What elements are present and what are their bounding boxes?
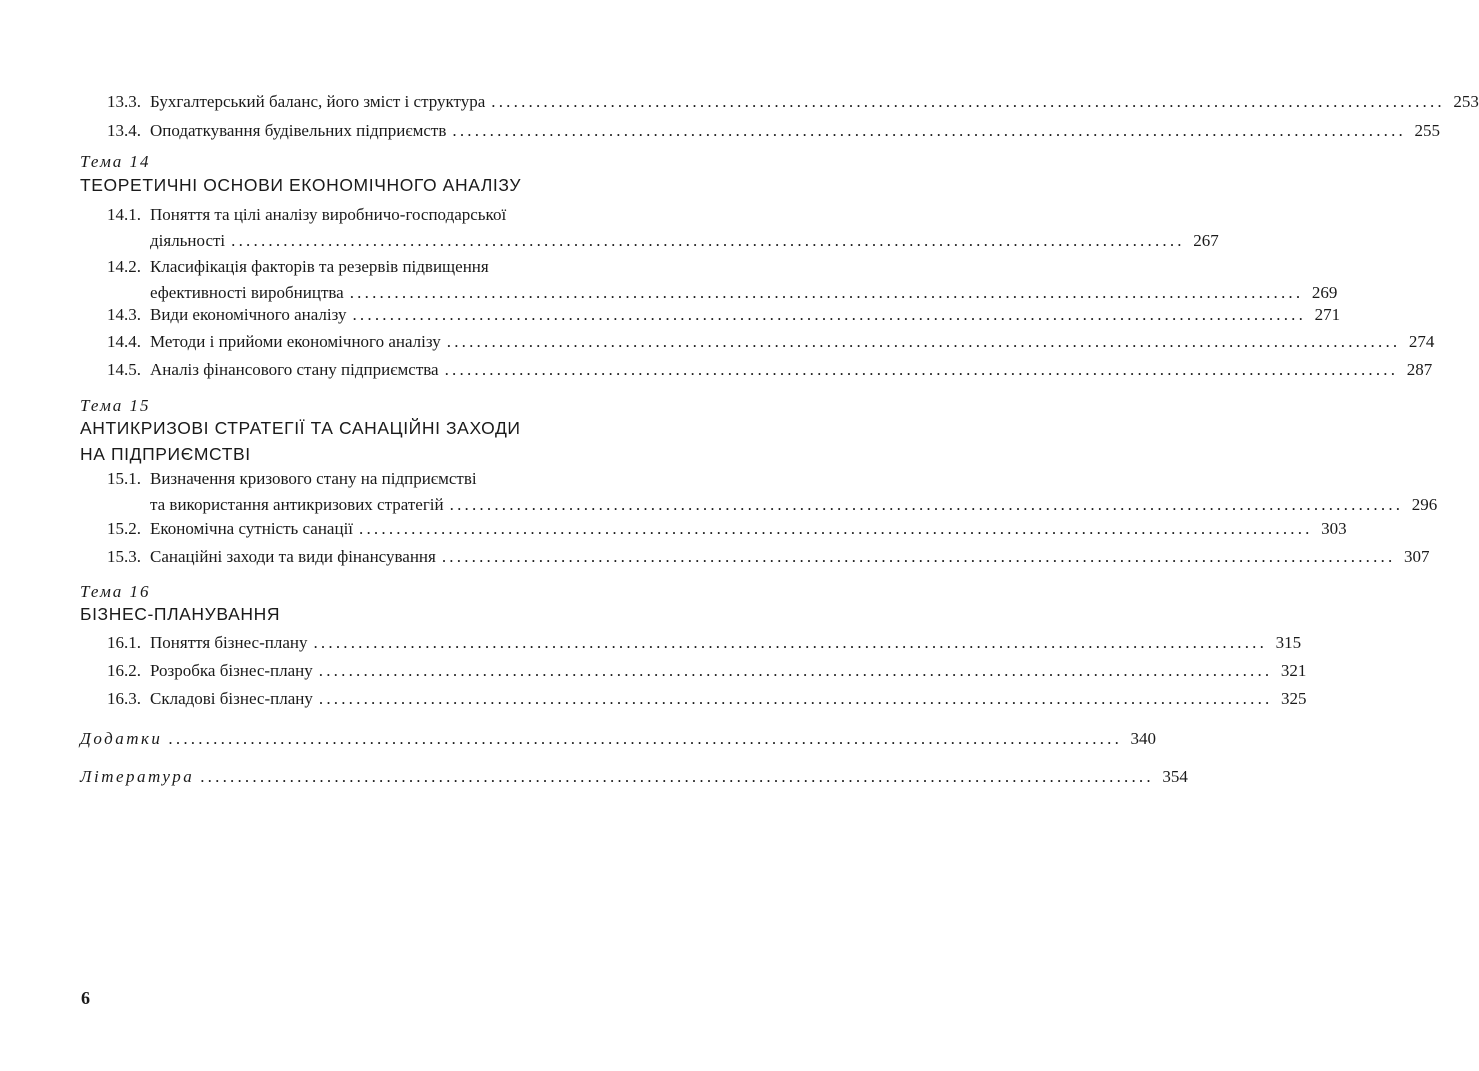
entry-title: Оподаткування будівельних підприємств: [150, 121, 447, 140]
toc-entry[interactable]: [107, 89, 1479, 115]
entry-title: Додатки: [80, 729, 163, 748]
entry-title: Поняття та цілі аналізу виробничо-господарської: [150, 205, 507, 224]
entry-title: Розробка бізнес-плану: [150, 661, 313, 680]
entry-page: 267: [1193, 231, 1219, 250]
topic-title-line: НА ПІДПРИЄМСТВІ: [80, 444, 251, 464]
toc-entry[interactable]: [107, 202, 1219, 254]
dot-leader: ................................................................................................................................: [352, 305, 1307, 324]
entry-page: 321: [1280, 661, 1307, 680]
entry-title-cont: ефективності виробництва: [150, 283, 344, 302]
toc-entry[interactable]: [107, 357, 1433, 383]
entry-number: 13.4.: [107, 121, 141, 140]
entry-title: Література: [80, 767, 195, 786]
entry-number: 16.3.: [107, 689, 141, 708]
toc-entry-literature[interactable]: [80, 764, 1188, 790]
dot-leader: ................................................................................................................................: [359, 519, 1313, 538]
toc-entry[interactable]: [107, 254, 1338, 306]
entry-page: 296: [1411, 495, 1438, 514]
entry-title: Поняття бізнес-плану: [150, 633, 308, 652]
dot-leader: ................................................................................................................................: [441, 547, 1396, 566]
entry-title: Аналіз фінансового стану підприємства: [150, 360, 439, 379]
dot-leader: ................................................................................................................................: [349, 283, 1304, 302]
toc-entry[interactable]: [107, 686, 1307, 712]
entry-page: 354: [1162, 767, 1188, 786]
entry-number: 14.2.: [107, 257, 141, 276]
dot-leader: ................................................................................................................................: [449, 495, 1404, 514]
topic-title: [80, 415, 521, 467]
entry-number: 15.2.: [107, 519, 141, 538]
dot-leader: ................................................................................................................................: [444, 360, 1399, 379]
dot-leader: ................................................................................................................................: [318, 689, 1273, 708]
entry-number: 15.1.: [107, 469, 141, 488]
entry-number: 15.3.: [107, 547, 141, 566]
entry-title: Методи і прийоми економічного аналізу: [150, 332, 441, 351]
entry-page: 253: [1453, 92, 1479, 111]
dot-leader: ................................................................................................................................: [446, 332, 1401, 351]
entry-page: 340: [1130, 729, 1157, 748]
topic-label: Тема 16: [80, 582, 151, 601]
entry-page: 269: [1311, 283, 1338, 302]
entry-title: Визначення кризового стану на підприємстві: [150, 469, 477, 488]
entry-page: 255: [1414, 121, 1440, 140]
entry-number: 16.2.: [107, 661, 141, 680]
toc-entry[interactable]: [107, 516, 1347, 542]
entry-number: 14.4.: [107, 332, 141, 351]
toc-entry[interactable]: [107, 466, 1438, 518]
dot-leader: ................................................................................................................................: [452, 121, 1406, 140]
entry-page: 307: [1403, 547, 1430, 566]
topic-title: [80, 172, 521, 198]
dot-leader: ................................................................................................................................: [168, 729, 1123, 748]
page-number: 6: [81, 988, 90, 1008]
entry-title: Економічна сутність санації: [150, 519, 354, 538]
toc-entry[interactable]: [107, 544, 1430, 570]
dot-leader: ................................................................................................................................: [318, 661, 1273, 680]
entry-page: 271: [1314, 305, 1341, 324]
toc-entry[interactable]: [107, 329, 1435, 355]
entry-number: 14.3.: [107, 305, 141, 324]
dot-leader: ................................................................................................................................: [491, 92, 1445, 111]
topic-title-line: АНТИКРИЗОВІ СТРАТЕГІЇ ТА САНАЦІЙНІ ЗАХОДИ: [80, 418, 521, 438]
dot-leader: ................................................................................................................................: [313, 633, 1268, 652]
entry-title: Класифікація факторів та резервів підвищення: [150, 257, 489, 276]
entry-title-cont: та використання антикризових стратегій: [150, 495, 444, 514]
entry-number: 14.5.: [107, 360, 141, 379]
toc-entry[interactable]: [107, 630, 1302, 656]
entry-title: Бухгалтерський баланс, його зміст і структура: [150, 92, 486, 111]
toc-entry[interactable]: [107, 658, 1307, 684]
entry-title-cont: діяльності: [150, 231, 226, 250]
entry-number: 13.3.: [107, 92, 141, 111]
topic-label: Тема 15: [80, 396, 151, 415]
entry-page: 303: [1321, 519, 1347, 538]
dot-leader: ................................................................................................................................: [231, 231, 1185, 250]
entry-title: Види економічного аналізу: [150, 305, 347, 324]
entry-number: 16.1.: [107, 633, 141, 652]
topic-label: Тема 14: [80, 152, 151, 171]
entry-page: 315: [1275, 633, 1302, 652]
entry-title: Санаційні заходи та види фінансування: [150, 547, 436, 566]
topic-title: [80, 601, 280, 627]
entry-number: 14.1.: [107, 205, 141, 224]
dot-leader: ................................................................................................................................: [200, 767, 1154, 786]
entry-page: 287: [1406, 360, 1433, 379]
topic-title-line: ТЕОРЕТИЧНІ ОСНОВИ ЕКОНОМІЧНОГО АНАЛІЗУ: [80, 175, 522, 195]
toc-entry[interactable]: [107, 118, 1440, 144]
toc-entry-appendices[interactable]: [80, 726, 1157, 752]
entry-page: 274: [1408, 332, 1435, 351]
toc-entry[interactable]: [107, 302, 1341, 328]
topic-title-line: БІЗНЕС-ПЛАНУВАННЯ: [80, 604, 281, 624]
entry-title: Складові бізнес-плану: [150, 689, 313, 708]
entry-page: 325: [1280, 689, 1307, 708]
